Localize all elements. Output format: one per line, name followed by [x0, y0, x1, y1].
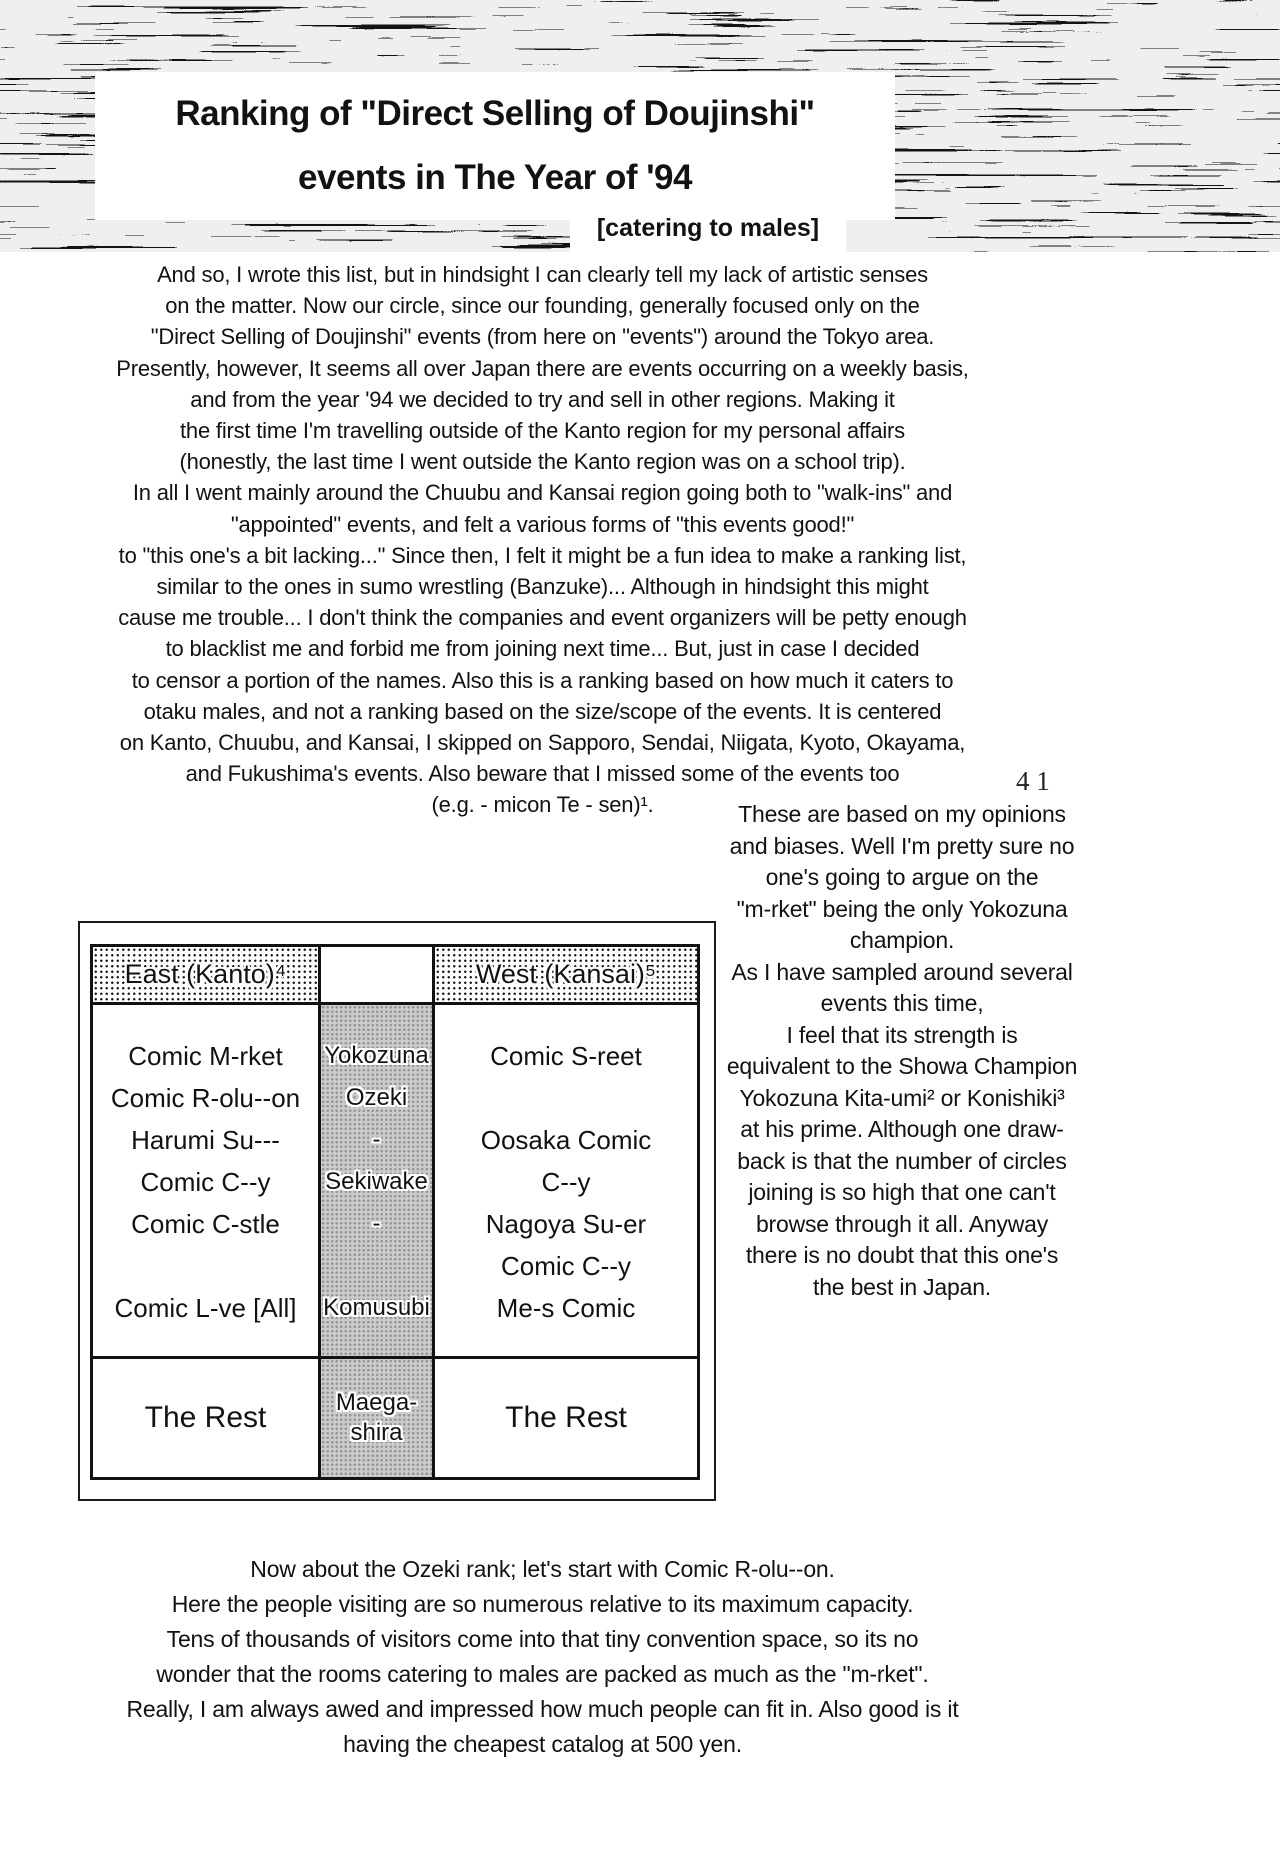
banzuke-header-west: West (Kansai)⁵	[435, 947, 697, 1005]
text-line: Comic R-olu--on	[110, 1082, 301, 1113]
text-line: Komusubi	[323, 1294, 430, 1321]
text-line: events this time,	[820, 990, 984, 1016]
banzuke-header-middle	[321, 947, 435, 1005]
text-line: Comic L-ve [All]	[114, 1292, 297, 1323]
text-line: similar to the ones in sumo wrestling (Banzuke)... Although in hindsight this might	[156, 574, 929, 600]
text-line: on the matter. Now our circle, since our founding, generally focused only on the	[165, 293, 920, 319]
text-line: on Kanto, Chuubu, and Kansai, I skipped on Sapporo, Sendai, Niigata, Kyoto, Okayama,	[119, 730, 966, 756]
text-line: champion.	[849, 927, 955, 953]
closing-paragraph	[40, 1552, 1045, 1762]
banzuke-column-ranks	[321, 1005, 435, 1359]
text-line: equivalent to the Showa Champion	[726, 1053, 1078, 1079]
text-line: Me-s Comic	[496, 1292, 636, 1323]
text-line: As I have sampled around several	[731, 958, 1073, 985]
text-line: Now about the Ozeki rank; let's start with Comic R-olu--on.	[250, 1556, 835, 1582]
text-line: to censor a portion of the names. Also this is a ranking based on how much it caters to	[131, 667, 954, 693]
text-line: and from the year '94 we decided to try and sell in other regions. Making it	[190, 386, 895, 412]
title-line-1: Ranking of "Direct Selling of Doujinshi"	[175, 94, 815, 133]
text-line: "appointed" events, and felt a various forms of "this events good!"	[230, 511, 855, 537]
text-line: C--y	[541, 1166, 591, 1197]
banzuke-table	[90, 944, 700, 1480]
banzuke-header-east: East (Kanto)⁴	[93, 947, 321, 1005]
text-line: cause me trouble... I don't think the companies and event organizers will be petty enough	[118, 605, 967, 631]
text-line: Comic C--y	[140, 1166, 271, 1197]
text-line: -	[372, 1210, 381, 1237]
text-line: Harumi Su---	[131, 1124, 280, 1155]
text-line: and Fukushima's events. Also beware that I missed some of the events too	[185, 761, 900, 787]
text-line: Comic S-reet	[490, 1040, 642, 1071]
subtitle-box: [catering to males]	[570, 204, 846, 252]
text-line: Nagoya Su-er	[485, 1208, 647, 1239]
page-number: 4 1	[1016, 766, 1050, 796]
text-line: "Direct Selling of Doujinshi" events (from here on "events") around the Tokyo area.	[150, 324, 935, 350]
text-line: (honestly, the last time I went outside the Kanto region was on a school trip).	[179, 449, 906, 475]
text-line: In all I went mainly around the Chuubu and Kansai region going both to "walk-ins" and	[132, 480, 953, 506]
text-line: and biases. Well I'm pretty sure no	[729, 832, 1075, 859]
text-line: wonder that the rooms catering to males are packed as much as the "m-rket".	[156, 1661, 929, 1687]
text-line: to blacklist me and forbid me from joining next time... But, just in case I decided	[165, 636, 920, 662]
banzuke-column-west	[435, 1005, 697, 1359]
text-line: -	[372, 1126, 381, 1153]
text-line: Comic C--y	[501, 1250, 631, 1281]
text-line: Maega-	[335, 1389, 418, 1416]
text-line: And so, I wrote this list, but in hindsight I can clearly tell my lack of artistic senses	[157, 262, 928, 287]
text-line: Oosaka Comic	[480, 1124, 652, 1155]
text-line: to "this one's a bit lacking..." Since then, I felt it might be a fun idea to make a ranking list,	[118, 542, 967, 568]
text-line: back is that the number of circles	[737, 1147, 1067, 1174]
text-line: Tens of thousands of visitors come into that tiny convention space, so its no	[166, 1626, 919, 1652]
text-line: Ozeki	[345, 1084, 408, 1111]
text-line: Here the people visiting are so numerous relative to its maximum capacity.	[171, 1591, 914, 1617]
text-line: having the cheapest catalog at 500 yen.	[343, 1731, 742, 1757]
text-line: shira	[350, 1419, 403, 1446]
banzuke-rest-rank	[321, 1359, 435, 1477]
title-box	[95, 72, 895, 220]
text-line: "m-rket" being the only Yokozuna	[736, 895, 1068, 922]
text-line: Really, I am always awed and impressed how much people can fit in. Also good is it	[126, 1696, 959, 1722]
banzuke-rest-east: The Rest	[93, 1359, 321, 1477]
text-line: Yokozuna	[324, 1042, 429, 1069]
title-line-2: events in The Year of '94	[298, 158, 692, 197]
text-line: Comic C-stle	[131, 1208, 280, 1239]
text-line: Comic M-rket	[128, 1040, 283, 1071]
text-line: one's going to argue on the	[765, 864, 1039, 890]
banzuke-column-east	[93, 1005, 321, 1359]
text-line: These are based on my opinions	[738, 801, 1066, 827]
text-line: joining is so high that one can't	[748, 1179, 1056, 1205]
text-line: Presently, however, It seems all over Japan there are events occurring on a weekly basis,	[116, 355, 969, 381]
text-line: the first time I'm travelling outside of the Kanto region for my personal affairs	[180, 418, 905, 444]
text-line: browse through it all. Anyway	[755, 1210, 1049, 1237]
text-line: the best in Japan.	[813, 1273, 991, 1300]
intro-paragraph	[40, 259, 1045, 821]
text-line: (e.g. - micon Te - sen)¹.	[431, 792, 654, 818]
banzuke-rest-west: The Rest	[505, 1401, 627, 1434]
text-line: Yokozuna Kita-umi² or Konishiki³	[739, 1084, 1065, 1111]
side-note-paragraph	[702, 799, 1102, 1303]
text-line: otaku males, and not a ranking based on the size/scope of the events. It is centered	[143, 698, 942, 724]
text-line: there is no doubt that this one's	[745, 1242, 1059, 1268]
text-line: Sekiwake	[325, 1168, 428, 1195]
title-banner	[0, 0, 1280, 252]
text-line: at his prime. Although one draw-	[740, 1116, 1064, 1142]
text-line: I feel that its strength is	[786, 1021, 1018, 1048]
